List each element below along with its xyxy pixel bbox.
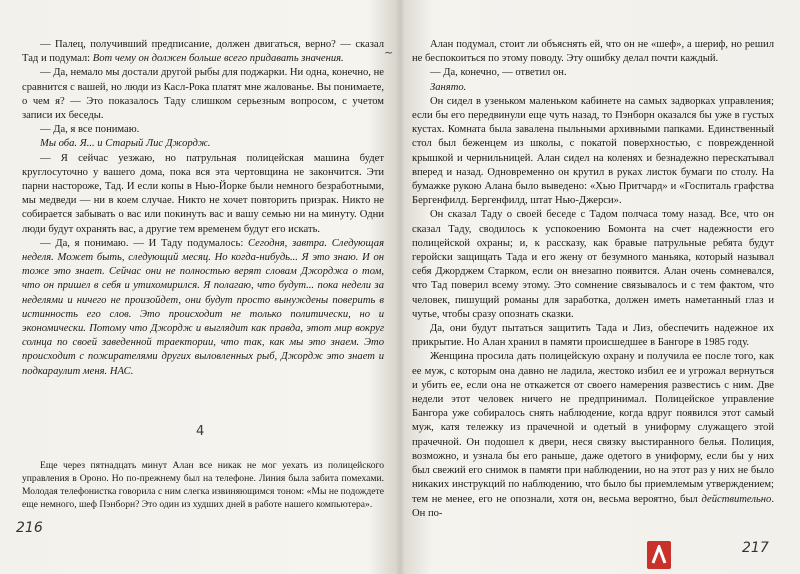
paragraph xyxy=(22,38,384,66)
page-number-right: 217 xyxy=(742,540,769,556)
publisher-logo-icon xyxy=(647,541,671,569)
paragraph-text: — Да, я понимаю. — И Таду подумалось: xyxy=(40,237,249,249)
paragraph xyxy=(412,81,774,95)
paragraph-italic: Сегодня, завтра. Следующая неделя. Может быть, следующий месяц. Но когда-нибудь... Я это знаю. И он тоже это знает. Сейчас они не полностью верят словам Джорджа о том, что он пришел в себя и утихомирился. Я полагаю, что будут... пока недели за неделями и ничего не произойдет, они будут просто вынуждены поверить в истинность его слов. Это происходит не только политически, но и экономически. Потому что Джордж и выглядит как правда, этот мир вокруг солнца по своей заведенной траектории, что так, как мы это знаем. Это происходит с пожирателями других выловленных рыб, Джордж это знает и подкараулит меня. НАС. xyxy=(22,237,385,377)
section-mark: 4 xyxy=(196,424,205,439)
paragraph-text: Да, они будут пытаться защитить Тада и Лиз, обеспечить надежное их прикрытие. Но Алан хранил в памяти происшедшее в Бангоре в 1985 году. xyxy=(412,323,774,349)
left-page xyxy=(22,38,384,379)
paragraph-tail: . Он по- xyxy=(412,493,774,519)
paragraph xyxy=(412,350,774,520)
paragraph-text: — Да, конечно, — ответил он. xyxy=(430,67,567,79)
paragraph xyxy=(22,66,384,123)
paragraph-text: — Я сейчас уезжаю, но патрульная полицейская машина будет круглосуточно у вашего дома, пока вся эта чертовщина не закончится. Эти парни настороже, Тад. И если копы в Нью-Йорке были немного безработными, мы медведи — ни в коем случае. Никто не хочет повторить призрак. Никто не собирается забывать о вас или покинуть вас и вашу семью ни на минуту. Одни люди будут охранять вас, а другие тем временем будут его искать. xyxy=(22,152,384,235)
paragraph-text: — Да, немало мы достали другой рыбы для поджарки. Ни одна, конечно, не сравнится с вашей, но люди из Касл-Рока платят мне жалованье. Вы понимаете, о чем я? — Это показалось Таду слишком серьезным вопросом, с учетом записи их беседы. xyxy=(22,67,384,122)
paragraph xyxy=(22,152,384,237)
paragraph-text: — Палец, получивший предписание, должен двигаться, верно? — сказал Тад и подумал: xyxy=(22,39,384,65)
left-page-bottom xyxy=(22,460,384,512)
paragraph-text: Женщина просила дать полицейскую охрану и получила ее после того, как ее муж, с которым она давно не ладила, жестоко избил ее и угрожал вернуться и убить ее, если она не откажется от своего намерения развестись с ним. Две недели этот человек ничего не предпринимал. Полицейское управление Бангора уже собиралось снять наблюдение, когда вдруг появился этот самый муж, катя тележку из прачечной и одетый в униформу служащего этой прачечной. Он подошел к двери, неся связку выстиранного белья. Полиция, возможно, и узнала бы его раньше, даже одетого в униформу, если бы у них был свежий его снимок в памяти при наблюдении, но на этот раз у них не было никаких инструкций по наблюдению, что было бы приемлемым утверждением; тем не менее, его не опознали, хотя он, весьма вероятно, был xyxy=(412,351,774,505)
paragraph-italic: действительно xyxy=(701,493,772,505)
paragraph-text: Алан подумал, стоит ли объяснять ей, что он не «шеф», а шериф, но решил не беспокоиться по этому поводу. Эту ошибку делал почти каждый. xyxy=(412,39,774,65)
right-page xyxy=(412,38,774,521)
paragraph xyxy=(22,460,384,512)
paragraph-text: Он сказал Таду о своей беседе с Тадом полчаса тому назад. Все, что он сказал Таду, сводилось к успокоению Бомонта на счет надежности его полицейской охраны; и, к рассказу, как бравые патрульные ребята будут геройски защищать Тада и его жену от безумного маньяка, который называл себя Джорджем Старком, если он внезапно появится. Алан очень сомневался, что Тад поверил всему этому. Это сомнение связывалось и с тем фактом, что человек, пишущий романы для заработка, должен иметь наметанный глаз и чутье, чтобы сразу опознать сказки. xyxy=(412,209,774,320)
page-number-left: 216 xyxy=(16,520,43,536)
paragraph xyxy=(412,95,774,209)
paragraph xyxy=(412,66,774,80)
paragraph xyxy=(22,123,384,137)
paragraph-italic: Мы оба. Я... и Старый Лис Джордж. xyxy=(40,138,211,150)
paragraph-italic: Занято. xyxy=(430,81,467,93)
paragraph-text: — Да, я все понимаю. xyxy=(40,124,140,136)
paragraph-text: Еще через пятнадцать минут Алан все никак не мог уехать из полицейского управления в Ороно. Но по-прежнему был на телефоне. Линия была забита помехами. Молодая телефонистка говорила с ним слегка извиняющимся тоном: «Мы не подождете еще немного, шеф Пэнборн? Это один из худших дней в работе нашего компьютера». xyxy=(22,460,384,510)
paragraph-text: Он сидел в узеньком маленьком кабинете на самых задворках управления; если бы его передвинули еще чуть назад, то Пэнборн оказался бы уже в густых кустах. Комната была завалена пыльными архивными папками. Единственный стол был беженцем из школы, с покатой поверхностью, с поврежденной крышкой и чернильницей. Алан сидел на коленях и безнадежно перескатывал вперед и назад. Одновременно он крутил в руках листок бумаги по столу. На бумажке рукою Алана было выведено: «Хью Притчард» и «Госпиталь графства Бергенфилд. Бергенфилд, штат Нью-Джерси». xyxy=(412,95,774,207)
paragraph xyxy=(412,322,774,350)
paragraph xyxy=(412,208,774,322)
paragraph xyxy=(22,237,384,379)
margin-mark: ~ xyxy=(384,46,394,59)
paragraph xyxy=(22,137,384,151)
paragraph xyxy=(412,38,774,66)
paragraph-italic: Вот чему он должен больше всего придавать значения. xyxy=(92,53,344,65)
